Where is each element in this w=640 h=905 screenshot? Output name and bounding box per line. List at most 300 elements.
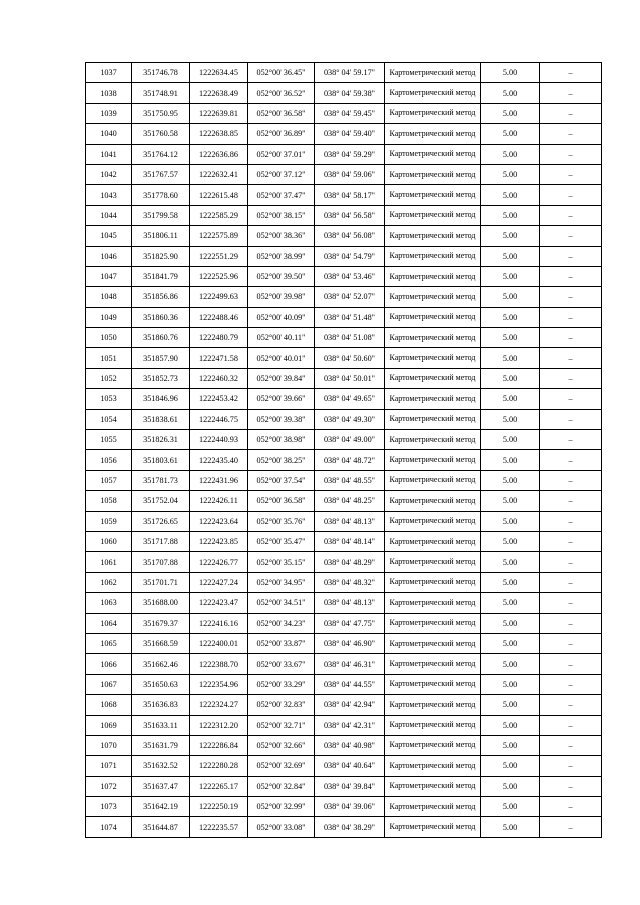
point-number-cell: 1042 [86,164,132,184]
accuracy-cell: 5.00 [481,124,540,144]
y-coordinate-cell: 1222431.96 [190,470,248,490]
accuracy-cell: 5.00 [481,531,540,551]
latitude-cell: 052°00' 32.69" [248,756,315,776]
x-coordinate-cell: 351856.86 [132,287,190,307]
point-number-cell: 1039 [86,103,132,123]
latitude-cell: 052°00' 36.52" [248,83,315,103]
table-row [86,144,602,164]
note-cell: – [540,633,602,653]
method-cell: Картометрический метод [385,103,481,123]
note-cell: – [540,491,602,511]
point-number-cell: 1037 [86,63,132,83]
point-number-cell: 1053 [86,389,132,409]
table-row [86,328,602,348]
point-number-cell: 1046 [86,246,132,266]
boundary-points-table [85,62,602,838]
accuracy-cell: 5.00 [481,164,540,184]
point-number-cell: 1061 [86,552,132,572]
table-row [86,246,602,266]
accuracy-cell: 5.00 [481,735,540,755]
method-cell: Картометрический метод [385,307,481,327]
latitude-cell: 052°00' 32.83" [248,695,315,715]
y-coordinate-cell: 1222435.40 [190,450,248,470]
longitude-cell: 038° 04' 49.65" [315,389,385,409]
latitude-cell: 052°00' 39.38" [248,409,315,429]
y-coordinate-cell: 1222235.57 [190,817,248,837]
table-row [86,654,602,674]
point-number-cell: 1051 [86,348,132,368]
table-row [86,776,602,796]
table-row [86,266,602,286]
point-number-cell: 1067 [86,674,132,694]
method-cell: Картометрический метод [385,185,481,205]
longitude-cell: 038° 04' 38.29" [315,817,385,837]
accuracy-cell: 5.00 [481,368,540,388]
y-coordinate-cell: 1222488.46 [190,307,248,327]
y-coordinate-cell: 1222480.79 [190,328,248,348]
y-coordinate-cell: 1222499.63 [190,287,248,307]
table-row [86,185,602,205]
point-number-cell: 1073 [86,797,132,817]
note-cell: – [540,695,602,715]
y-coordinate-cell: 1222615.48 [190,185,248,205]
method-cell: Картометрический метод [385,409,481,429]
longitude-cell: 038° 04' 42.94" [315,695,385,715]
point-number-cell: 1049 [86,307,132,327]
table-row [86,164,602,184]
latitude-cell: 052°00' 37.12" [248,164,315,184]
longitude-cell: 038° 04' 42.31" [315,715,385,735]
latitude-cell: 052°00' 39.84" [248,368,315,388]
table-row [86,409,602,429]
method-cell: Картометрический метод [385,470,481,490]
latitude-cell: 052°00' 40.01" [248,348,315,368]
point-number-cell: 1054 [86,409,132,429]
note-cell: – [540,63,602,83]
longitude-cell: 038° 04' 48.29" [315,552,385,572]
method-cell: Картометрический метод [385,695,481,715]
y-coordinate-cell: 1222634.45 [190,63,248,83]
latitude-cell: 052°00' 33.87" [248,633,315,653]
method-cell: Картометрический метод [385,674,481,694]
accuracy-cell: 5.00 [481,450,540,470]
note-cell: – [540,389,602,409]
note-cell: – [540,246,602,266]
accuracy-cell: 5.00 [481,185,540,205]
longitude-cell: 038° 04' 59.17" [315,63,385,83]
longitude-cell: 038° 04' 52.07" [315,287,385,307]
point-number-cell: 1069 [86,715,132,735]
table-row [86,756,602,776]
method-cell: Картометрический метод [385,348,481,368]
note-cell: – [540,124,602,144]
longitude-cell: 038° 04' 53.46" [315,266,385,286]
x-coordinate-cell: 351767.57 [132,164,190,184]
longitude-cell: 038° 04' 44.55" [315,674,385,694]
y-coordinate-cell: 1222400.01 [190,633,248,653]
longitude-cell: 038° 04' 49.00" [315,430,385,450]
x-coordinate-cell: 351752.04 [132,491,190,511]
latitude-cell: 052°00' 36.58" [248,103,315,123]
latitude-cell: 052°00' 32.71" [248,715,315,735]
point-number-cell: 1057 [86,470,132,490]
method-cell: Картометрический метод [385,797,481,817]
table-row [86,226,602,246]
y-coordinate-cell: 1222639.81 [190,103,248,123]
point-number-cell: 1055 [86,430,132,450]
y-coordinate-cell: 1222585.29 [190,205,248,225]
x-coordinate-cell: 351841.79 [132,266,190,286]
x-coordinate-cell: 351750.95 [132,103,190,123]
x-coordinate-cell: 351803.61 [132,450,190,470]
table-row [86,817,602,837]
longitude-cell: 038° 04' 48.55" [315,470,385,490]
point-number-cell: 1068 [86,695,132,715]
accuracy-cell: 5.00 [481,633,540,653]
table-row [86,124,602,144]
x-coordinate-cell: 351825.90 [132,246,190,266]
x-coordinate-cell: 351679.37 [132,613,190,633]
table-row [86,572,602,592]
y-coordinate-cell: 1222551.29 [190,246,248,266]
method-cell: Картометрический метод [385,572,481,592]
method-cell: Картометрический метод [385,776,481,796]
accuracy-cell: 5.00 [481,287,540,307]
x-coordinate-cell: 351852.73 [132,368,190,388]
note-cell: – [540,450,602,470]
latitude-cell: 052°00' 36.45" [248,63,315,83]
point-number-cell: 1064 [86,613,132,633]
longitude-cell: 038° 04' 51.08" [315,328,385,348]
x-coordinate-cell: 351857.90 [132,348,190,368]
note-cell: – [540,185,602,205]
method-cell: Картометрический метод [385,430,481,450]
latitude-cell: 052°00' 39.50" [248,266,315,286]
table-row [86,430,602,450]
method-cell: Картометрический метод [385,83,481,103]
table-row [86,491,602,511]
accuracy-cell: 5.00 [481,715,540,735]
table-row [86,83,602,103]
accuracy-cell: 5.00 [481,470,540,490]
x-coordinate-cell: 351707.88 [132,552,190,572]
x-coordinate-cell: 351688.00 [132,593,190,613]
note-cell: – [540,226,602,246]
table-row [86,205,602,225]
latitude-cell: 052°00' 38.15" [248,205,315,225]
longitude-cell: 038° 04' 49.30" [315,409,385,429]
y-coordinate-cell: 1222440.93 [190,430,248,450]
point-number-cell: 1056 [86,450,132,470]
y-coordinate-cell: 1222312.20 [190,715,248,735]
latitude-cell: 052°00' 38.99" [248,246,315,266]
accuracy-cell: 5.00 [481,83,540,103]
y-coordinate-cell: 1222250.19 [190,797,248,817]
x-coordinate-cell: 351760.58 [132,124,190,144]
y-coordinate-cell: 1222575.89 [190,226,248,246]
accuracy-cell: 5.00 [481,511,540,531]
method-cell: Картометрический метод [385,531,481,551]
longitude-cell: 038° 04' 48.25" [315,491,385,511]
longitude-cell: 038° 04' 40.64" [315,756,385,776]
x-coordinate-cell: 351637.47 [132,776,190,796]
method-cell: Картометрический метод [385,63,481,83]
y-coordinate-cell: 1222427.24 [190,572,248,592]
latitude-cell: 052°00' 40.11" [248,328,315,348]
table-row [86,348,602,368]
longitude-cell: 038° 04' 59.38" [315,83,385,103]
x-coordinate-cell: 351826.31 [132,430,190,450]
table-row [86,63,602,83]
note-cell: – [540,103,602,123]
point-number-cell: 1065 [86,633,132,653]
x-coordinate-cell: 351799.58 [132,205,190,225]
longitude-cell: 038° 04' 56.08" [315,226,385,246]
point-number-cell: 1062 [86,572,132,592]
note-cell: – [540,368,602,388]
table-row [86,797,602,817]
method-cell: Картометрический метод [385,144,481,164]
method-cell: Картометрический метод [385,511,481,531]
point-number-cell: 1066 [86,654,132,674]
table-row [86,531,602,551]
point-number-cell: 1060 [86,531,132,551]
table-row [86,593,602,613]
table-row [86,511,602,531]
y-coordinate-cell: 1222426.11 [190,491,248,511]
accuracy-cell: 5.00 [481,226,540,246]
accuracy-cell: 5.00 [481,328,540,348]
y-coordinate-cell: 1222638.49 [190,83,248,103]
table-row [86,674,602,694]
point-number-cell: 1045 [86,226,132,246]
latitude-cell: 052°00' 36.58" [248,491,315,511]
longitude-cell: 038° 04' 56.58" [315,205,385,225]
method-cell: Картометрический метод [385,735,481,755]
point-number-cell: 1038 [86,83,132,103]
y-coordinate-cell: 1222460.32 [190,368,248,388]
latitude-cell: 052°00' 33.08" [248,817,315,837]
latitude-cell: 052°00' 37.01" [248,144,315,164]
note-cell: – [540,409,602,429]
longitude-cell: 038° 04' 58.17" [315,185,385,205]
point-number-cell: 1041 [86,144,132,164]
y-coordinate-cell: 1222324.27 [190,695,248,715]
x-coordinate-cell: 351778.60 [132,185,190,205]
method-cell: Картометрический метод [385,552,481,572]
method-cell: Картометрический метод [385,756,481,776]
method-cell: Картометрический метод [385,633,481,653]
accuracy-cell: 5.00 [481,654,540,674]
table-row [86,103,602,123]
note-cell: – [540,817,602,837]
point-number-cell: 1044 [86,205,132,225]
note-cell: – [540,287,602,307]
accuracy-cell: 5.00 [481,307,540,327]
latitude-cell: 052°00' 35.76" [248,511,315,531]
latitude-cell: 052°00' 32.84" [248,776,315,796]
y-coordinate-cell: 1222354.96 [190,674,248,694]
method-cell: Картометрический метод [385,450,481,470]
longitude-cell: 038° 04' 39.84" [315,776,385,796]
point-number-cell: 1058 [86,491,132,511]
x-coordinate-cell: 351642.19 [132,797,190,817]
y-coordinate-cell: 1222416.16 [190,613,248,633]
method-cell: Картометрический метод [385,124,481,144]
latitude-cell: 052°00' 40.09" [248,307,315,327]
note-cell: – [540,511,602,531]
note-cell: – [540,531,602,551]
note-cell: – [540,613,602,633]
accuracy-cell: 5.00 [481,593,540,613]
accuracy-cell: 5.00 [481,797,540,817]
longitude-cell: 038° 04' 59.29" [315,144,385,164]
latitude-cell: 052°00' 34.95" [248,572,315,592]
point-number-cell: 1047 [86,266,132,286]
latitude-cell: 052°00' 38.25" [248,450,315,470]
note-cell: – [540,144,602,164]
point-number-cell: 1059 [86,511,132,531]
note-cell: – [540,164,602,184]
table-row [86,735,602,755]
accuracy-cell: 5.00 [481,817,540,837]
accuracy-cell: 5.00 [481,776,540,796]
table-row [86,307,602,327]
accuracy-cell: 5.00 [481,491,540,511]
y-coordinate-cell: 1222423.47 [190,593,248,613]
method-cell: Картометрический метод [385,654,481,674]
x-coordinate-cell: 351633.11 [132,715,190,735]
accuracy-cell: 5.00 [481,430,540,450]
latitude-cell: 052°00' 37.54" [248,470,315,490]
longitude-cell: 038° 04' 48.72" [315,450,385,470]
accuracy-cell: 5.00 [481,246,540,266]
x-coordinate-cell: 351631.79 [132,735,190,755]
point-number-cell: 1048 [86,287,132,307]
table-row [86,633,602,653]
x-coordinate-cell: 351636.83 [132,695,190,715]
accuracy-cell: 5.00 [481,205,540,225]
latitude-cell: 052°00' 34.23" [248,613,315,633]
x-coordinate-cell: 351746.78 [132,63,190,83]
longitude-cell: 038° 04' 46.90" [315,633,385,653]
longitude-cell: 038° 04' 50.01" [315,368,385,388]
point-number-cell: 1052 [86,368,132,388]
x-coordinate-cell: 351764.12 [132,144,190,164]
y-coordinate-cell: 1222471.58 [190,348,248,368]
note-cell: – [540,797,602,817]
table-body [86,63,602,838]
y-coordinate-cell: 1222388.70 [190,654,248,674]
accuracy-cell: 5.00 [481,348,540,368]
x-coordinate-cell: 351806.11 [132,226,190,246]
x-coordinate-cell: 351650.63 [132,674,190,694]
note-cell: – [540,552,602,572]
point-number-cell: 1040 [86,124,132,144]
longitude-cell: 038° 04' 48.13" [315,511,385,531]
y-coordinate-cell: 1222632.41 [190,164,248,184]
latitude-cell: 052°00' 39.66" [248,389,315,409]
accuracy-cell: 5.00 [481,63,540,83]
x-coordinate-cell: 351726.65 [132,511,190,531]
point-number-cell: 1043 [86,185,132,205]
latitude-cell: 052°00' 32.66" [248,735,315,755]
accuracy-cell: 5.00 [481,409,540,429]
latitude-cell: 052°00' 33.67" [248,654,315,674]
longitude-cell: 038° 04' 59.45" [315,103,385,123]
x-coordinate-cell: 351644.87 [132,817,190,837]
latitude-cell: 052°00' 32.99" [248,797,315,817]
accuracy-cell: 5.00 [481,552,540,572]
accuracy-cell: 5.00 [481,144,540,164]
y-coordinate-cell: 1222265.17 [190,776,248,796]
point-number-cell: 1071 [86,756,132,776]
y-coordinate-cell: 1222638.85 [190,124,248,144]
note-cell: – [540,307,602,327]
method-cell: Картометрический метод [385,164,481,184]
note-cell: – [540,715,602,735]
method-cell: Картометрический метод [385,613,481,633]
y-coordinate-cell: 1222423.85 [190,531,248,551]
x-coordinate-cell: 351860.76 [132,328,190,348]
note-cell: – [540,205,602,225]
latitude-cell: 052°00' 34.51" [248,593,315,613]
x-coordinate-cell: 351748.91 [132,83,190,103]
y-coordinate-cell: 1222286.84 [190,735,248,755]
y-coordinate-cell: 1222525.96 [190,266,248,286]
note-cell: – [540,266,602,286]
longitude-cell: 038° 04' 48.32" [315,572,385,592]
y-coordinate-cell: 1222636.86 [190,144,248,164]
note-cell: – [540,735,602,755]
latitude-cell: 052°00' 39.98" [248,287,315,307]
x-coordinate-cell: 351668.59 [132,633,190,653]
latitude-cell: 052°00' 37.47" [248,185,315,205]
longitude-cell: 038° 04' 46.31" [315,654,385,674]
method-cell: Картометрический метод [385,328,481,348]
note-cell: – [540,83,602,103]
x-coordinate-cell: 351662.46 [132,654,190,674]
longitude-cell: 038° 04' 48.13" [315,593,385,613]
y-coordinate-cell: 1222423.64 [190,511,248,531]
y-coordinate-cell: 1222446.75 [190,409,248,429]
latitude-cell: 052°00' 38.36" [248,226,315,246]
note-cell: – [540,470,602,490]
longitude-cell: 038° 04' 51.48" [315,307,385,327]
method-cell: Картометрический метод [385,226,481,246]
latitude-cell: 052°00' 35.47" [248,531,315,551]
method-cell: Картометрический метод [385,246,481,266]
y-coordinate-cell: 1222453.42 [190,389,248,409]
accuracy-cell: 5.00 [481,389,540,409]
note-cell: – [540,572,602,592]
longitude-cell: 038° 04' 47.75" [315,613,385,633]
method-cell: Картометрический метод [385,817,481,837]
note-cell: – [540,328,602,348]
method-cell: Картометрический метод [385,266,481,286]
x-coordinate-cell: 351701.71 [132,572,190,592]
longitude-cell: 038° 04' 39.06" [315,797,385,817]
longitude-cell: 038° 04' 54.79" [315,246,385,266]
table-row [86,470,602,490]
note-cell: – [540,776,602,796]
table-row [86,715,602,735]
x-coordinate-cell: 351632.52 [132,756,190,776]
table-row [86,695,602,715]
point-number-cell: 1074 [86,817,132,837]
accuracy-cell: 5.00 [481,266,540,286]
point-number-cell: 1050 [86,328,132,348]
